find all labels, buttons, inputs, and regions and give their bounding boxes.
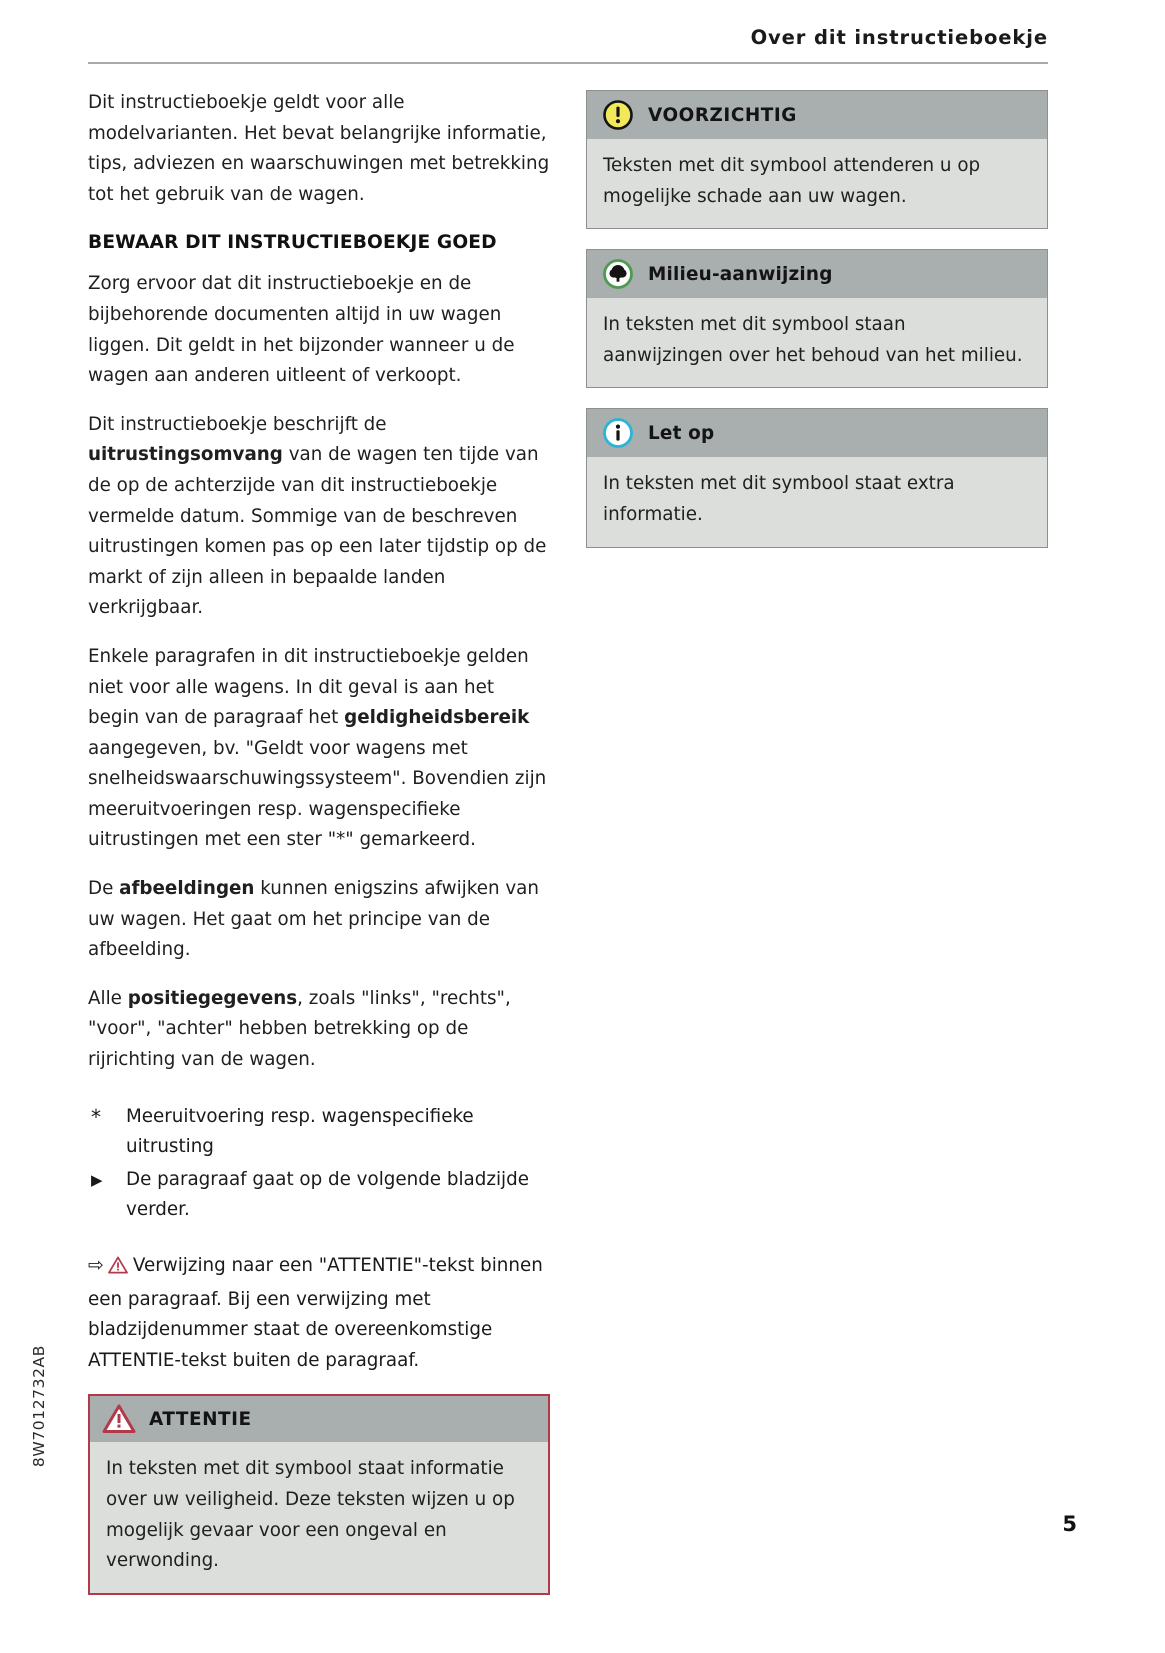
asterisk-marker: *	[91, 1104, 101, 1129]
validity-range-post: aangegeven, bv. "Geldt voor wagens met snelheidswaarschuwingssysteem". Bovendien zijn meeruitvoeringen resp. wagenspecifieke uitrustingen met een ster "*" gemarkeerd.	[88, 737, 547, 851]
equipment-scope-bold: uitrustingsomvang	[88, 444, 283, 466]
milieu-notice-body: In teksten met dit symbool staan aanwijzingen over het behoud van het milieu.	[587, 298, 1047, 387]
validity-range-paragraph	[88, 642, 550, 856]
attentie-reference-paragraph	[88, 1250, 550, 1376]
warning-triangle-icon	[102, 1402, 136, 1436]
legend-item	[88, 1102, 550, 1163]
voorzichtig-notice-box	[586, 90, 1048, 229]
illustrations-post: kunnen enigszins afwijken van uw wagen. Het gaat om het principe van de afbeelding.	[88, 878, 539, 961]
right-arrow-icon: ⇨	[88, 1254, 104, 1276]
tree-circle-icon	[601, 257, 635, 291]
milieu-notice-header	[587, 250, 1047, 298]
voorzichtig-notice-body: Teksten met dit symbool attenderen u op mogelijke schade aan uw wagen.	[587, 139, 1047, 228]
letop-notice-box	[586, 408, 1048, 547]
letop-notice-title: Let op	[648, 422, 715, 444]
letop-notice-header	[587, 409, 1047, 457]
attentie-notice-header	[90, 1396, 548, 1442]
equipment-scope-paragraph	[88, 410, 550, 624]
right-column	[586, 90, 1048, 568]
letop-notice-body: In teksten met dit symbool staat extra informatie.	[587, 457, 1047, 546]
page-title: Over dit instructieboekje	[750, 26, 1048, 49]
equipment-scope-pre: Dit instructieboekje beschrijft de	[88, 413, 387, 435]
voorzichtig-notice-title: VOORZICHTIG	[648, 104, 797, 126]
legend-list	[88, 1102, 550, 1226]
header-divider	[88, 62, 1048, 64]
position-data-bold: positiegegevens	[127, 987, 298, 1009]
milieu-notice-title: Milieu-aanwijzing	[648, 263, 833, 285]
illustrations-paragraph	[88, 874, 550, 966]
attentie-notice-body: In teksten met dit symbool staat informatie over uw veiligheid. Deze teksten wijzen u op mogelijk gevaar voor een ongeval en verwonding.	[90, 1442, 548, 1592]
page-number: 5	[1062, 1512, 1077, 1536]
position-data-paragraph	[88, 984, 550, 1076]
info-circle-icon	[601, 416, 635, 450]
milieu-notice-box	[586, 249, 1048, 388]
keep-manual-paragraph: Zorg ervoor dat dit instructieboekje en de bijbehorende documenten altijd in uw wagen liggen. Dit geldt in het bijzonder wanneer u de wagen aan anderen uitleent of verkoopt.	[88, 273, 515, 387]
illustrations-pre: De	[88, 878, 120, 900]
warning-triangle-icon	[108, 1254, 128, 1285]
attentie-notice-box	[88, 1394, 550, 1594]
equipment-scope-post: van de wagen ten tijde van de op de achterzijde van dit instructieboekje vermelde datum. Sommige van de beschreven uitrustingen komen pas op een later tijdstip op de markt of zijn alleen in bepaalde landen verkrijgbaar.	[88, 444, 547, 619]
validity-range-bold: geldigheidsbereik	[344, 707, 530, 729]
position-data-post: , zoals "links", "rechts", "voor", "achter" hebben betrekking op de rijrichting van de wagen.	[88, 987, 511, 1071]
validity-range-pre: Enkele paragrafen in dit instructieboekje gelden niet voor alle wagens. In dit geval is aan het begin van de paragraaf het	[88, 645, 529, 729]
section-heading-keep-manual: BEWAAR DIT INSTRUCTIEBOEKJE GOED	[88, 232, 497, 254]
legend-item-label: Meeruitvoering resp. wagenspecifieke uitrusting	[126, 1105, 474, 1158]
voorzichtig-notice-header	[587, 91, 1047, 139]
attentie-reference-text: Verwijzing naar een "ATTENTIE"-tekst binnen een paragraaf. Bij een verwijzing met bladzijdenummer staat de overeenkomstige ATTENTIE-tekst buiten de paragraaf.	[88, 1255, 543, 1371]
exclamation-circle-icon	[601, 98, 635, 132]
illustrations-bold: afbeeldingen	[119, 878, 255, 900]
document-code: 8W7012732AB	[30, 1345, 48, 1468]
legend-item-label: De paragraaf gaat op de volgende bladzijde verder.	[126, 1168, 529, 1221]
legend-item	[88, 1165, 550, 1226]
left-column	[88, 88, 550, 1615]
attentie-notice-title: ATTENTIE	[149, 1408, 252, 1430]
position-data-pre: Alle	[88, 987, 128, 1009]
page-header	[88, 26, 1048, 49]
solid-triangle-right-icon: ▶	[91, 1170, 103, 1189]
intro-paragraph: Dit instructieboekje geldt voor alle modelvarianten. Het bevat belangrijke informatie, tips, adviezen en waarschuwingen met betrekking tot het gebruik van de wagen.	[88, 92, 550, 205]
